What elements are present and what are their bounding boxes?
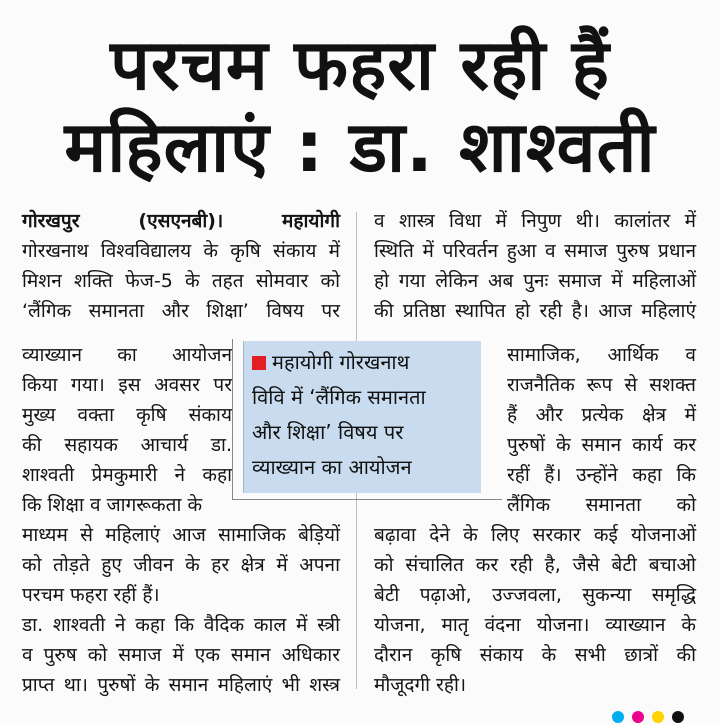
print-mark-magenta bbox=[632, 711, 644, 723]
pullquote-line: महायोगी गोरखनाथ bbox=[252, 347, 409, 377]
article-line: प्राप्त था। पुरुषों के समान महिलाएं भी शस्त्र bbox=[22, 674, 340, 696]
article-line: मौजूदगी रही। bbox=[374, 674, 467, 696]
article-line: व शास्त्र विधा में निपुण थी। कालांतर में bbox=[374, 210, 696, 232]
pullquote-line: और शिक्षा’ विषय पर bbox=[252, 420, 404, 444]
article-line: सामाजिक, आर्थिक व bbox=[507, 344, 696, 366]
headline-line-2: महिलाएं : डा. शाश्वती bbox=[64, 106, 656, 188]
article-line: रहीं हैं। उन्होंने कहा कि bbox=[507, 464, 696, 486]
article-line: मुख्य वक्ता कृषि संकाय bbox=[22, 404, 232, 426]
article-line: माध्यम से महिलाएं आज सामाजिक बेड़ियों bbox=[22, 524, 340, 546]
article-line: राजनैतिक रूप से सशक्त bbox=[507, 374, 696, 396]
article-line: शाश्वती प्रेमकुमारी ने कहा bbox=[22, 464, 232, 486]
article-line: किया गया। इस अवसर पर bbox=[22, 374, 232, 396]
pullquote-line: व्याख्यान का आयोजन bbox=[252, 455, 412, 479]
article-line: गोरखपुर (एसएनबी)। महायोगी bbox=[22, 210, 340, 232]
print-mark-black bbox=[672, 711, 684, 723]
article-line: ‘लैंगिक समानता और शिक्षा’ विषय पर bbox=[22, 300, 340, 322]
article-line: बढ़ावा देने के लिए सरकार कई योजनाओं bbox=[374, 524, 696, 546]
article-line: व पुरुष को समाज में एक समान अधिकार bbox=[22, 644, 340, 666]
print-mark-cyan bbox=[612, 711, 624, 723]
headline-line-1: परचम फहरा रही हैं bbox=[110, 24, 610, 106]
article-line: पुरुषों के समान कार्य कर bbox=[507, 434, 696, 456]
article-line: कि शिक्षा व जागरूकता के bbox=[22, 494, 203, 516]
article-line: स्थिति में परिवर्तन हुआ व समाज पुरुष प्रधान bbox=[374, 240, 696, 262]
bullet-square-icon bbox=[252, 356, 266, 370]
article-line: लैंगिक समानता को bbox=[507, 494, 696, 516]
article-line: गोरखनाथ विश्वविद्यालय के कृषि संकाय में bbox=[22, 240, 340, 262]
article-line: हो गया लेकिन अब पुनः समाज में महिलाओं bbox=[374, 270, 696, 292]
article-line: की प्रतिष्ठा स्थापित हो रही है। आज महिलाएं bbox=[374, 300, 696, 322]
article-line: दौरान कृषि संकाय के सभी छात्रों की bbox=[374, 644, 696, 666]
pullquote-box bbox=[243, 341, 481, 493]
pullquote-line: विवि में ‘लैंगिक समानता bbox=[252, 385, 426, 409]
article-line: योजना, मातृ वंदना योजना। व्याख्यान के bbox=[374, 614, 696, 636]
pullquote-frame-left bbox=[232, 339, 233, 500]
article-line: को संचालित कर रही है, जैसे बेटी बचाओ bbox=[374, 554, 696, 576]
pullquote-frame-bottom bbox=[232, 499, 502, 500]
article-line: को तोड़ते हुए जीवन के हर क्षेत्र में अपना bbox=[22, 554, 340, 576]
article-line: बेटी पढ़ाओ, उज्जवला, सुकन्या समृद्धि bbox=[374, 584, 696, 606]
print-mark-yellow bbox=[652, 711, 664, 723]
article-line: डा. शाश्वती ने कहा कि वैदिक काल में स्त्री bbox=[22, 614, 340, 636]
article-line: मिशन शक्ति फेज-5 के तहत सोमवार को bbox=[22, 270, 340, 292]
article-line: व्याख्यान का आयोजन bbox=[22, 344, 232, 366]
article-line: परचम फहरा रहीं हैं। bbox=[22, 584, 160, 606]
article-line: की सहायक आचार्य डा. bbox=[22, 434, 232, 456]
article-line: हैं और प्रत्येक क्षेत्र में bbox=[507, 404, 696, 426]
